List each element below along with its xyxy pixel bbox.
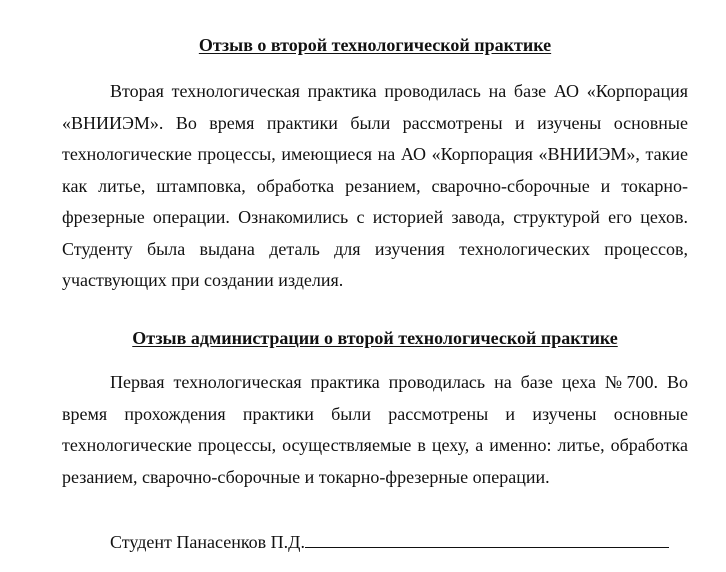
section-title-administration-review: Отзыв администрации о второй технологической практике xyxy=(132,328,618,348)
signature-block xyxy=(110,529,669,554)
section-body-administration-review: Первая технологическая практика проводилась на базе цеха №700. Во время прохождения практики были рассмотрены и изучены основные технологические процессы, осуществляемые в цеху, а именно: литье, обработка резанием, сварочно-сборочные и токарно-фрезерные операции. xyxy=(62,372,688,487)
signature-line xyxy=(305,529,669,548)
signature-label: Студент Панасенков П.Д. xyxy=(110,532,305,552)
section-body-practice-review: Вторая технологическая практика проводилась на базе АО «Корпорация «ВНИИЭМ». Во время практики были рассмотрены и изучены основные технологические процессы, имеющиеся на АО «Корпорация «ВНИИЭМ», такие как литье, штамповка, обработка резанием, сварочно-сборочные и токарно-фрезерные операции. Ознакомились с историей завода, структурой его цехов. Студенту была выдана деталь для изучения технологических процессов, участвующих при создании изделия. xyxy=(62,81,688,290)
section-title-practice-review: Отзыв о второй технологической практике xyxy=(198,35,552,55)
